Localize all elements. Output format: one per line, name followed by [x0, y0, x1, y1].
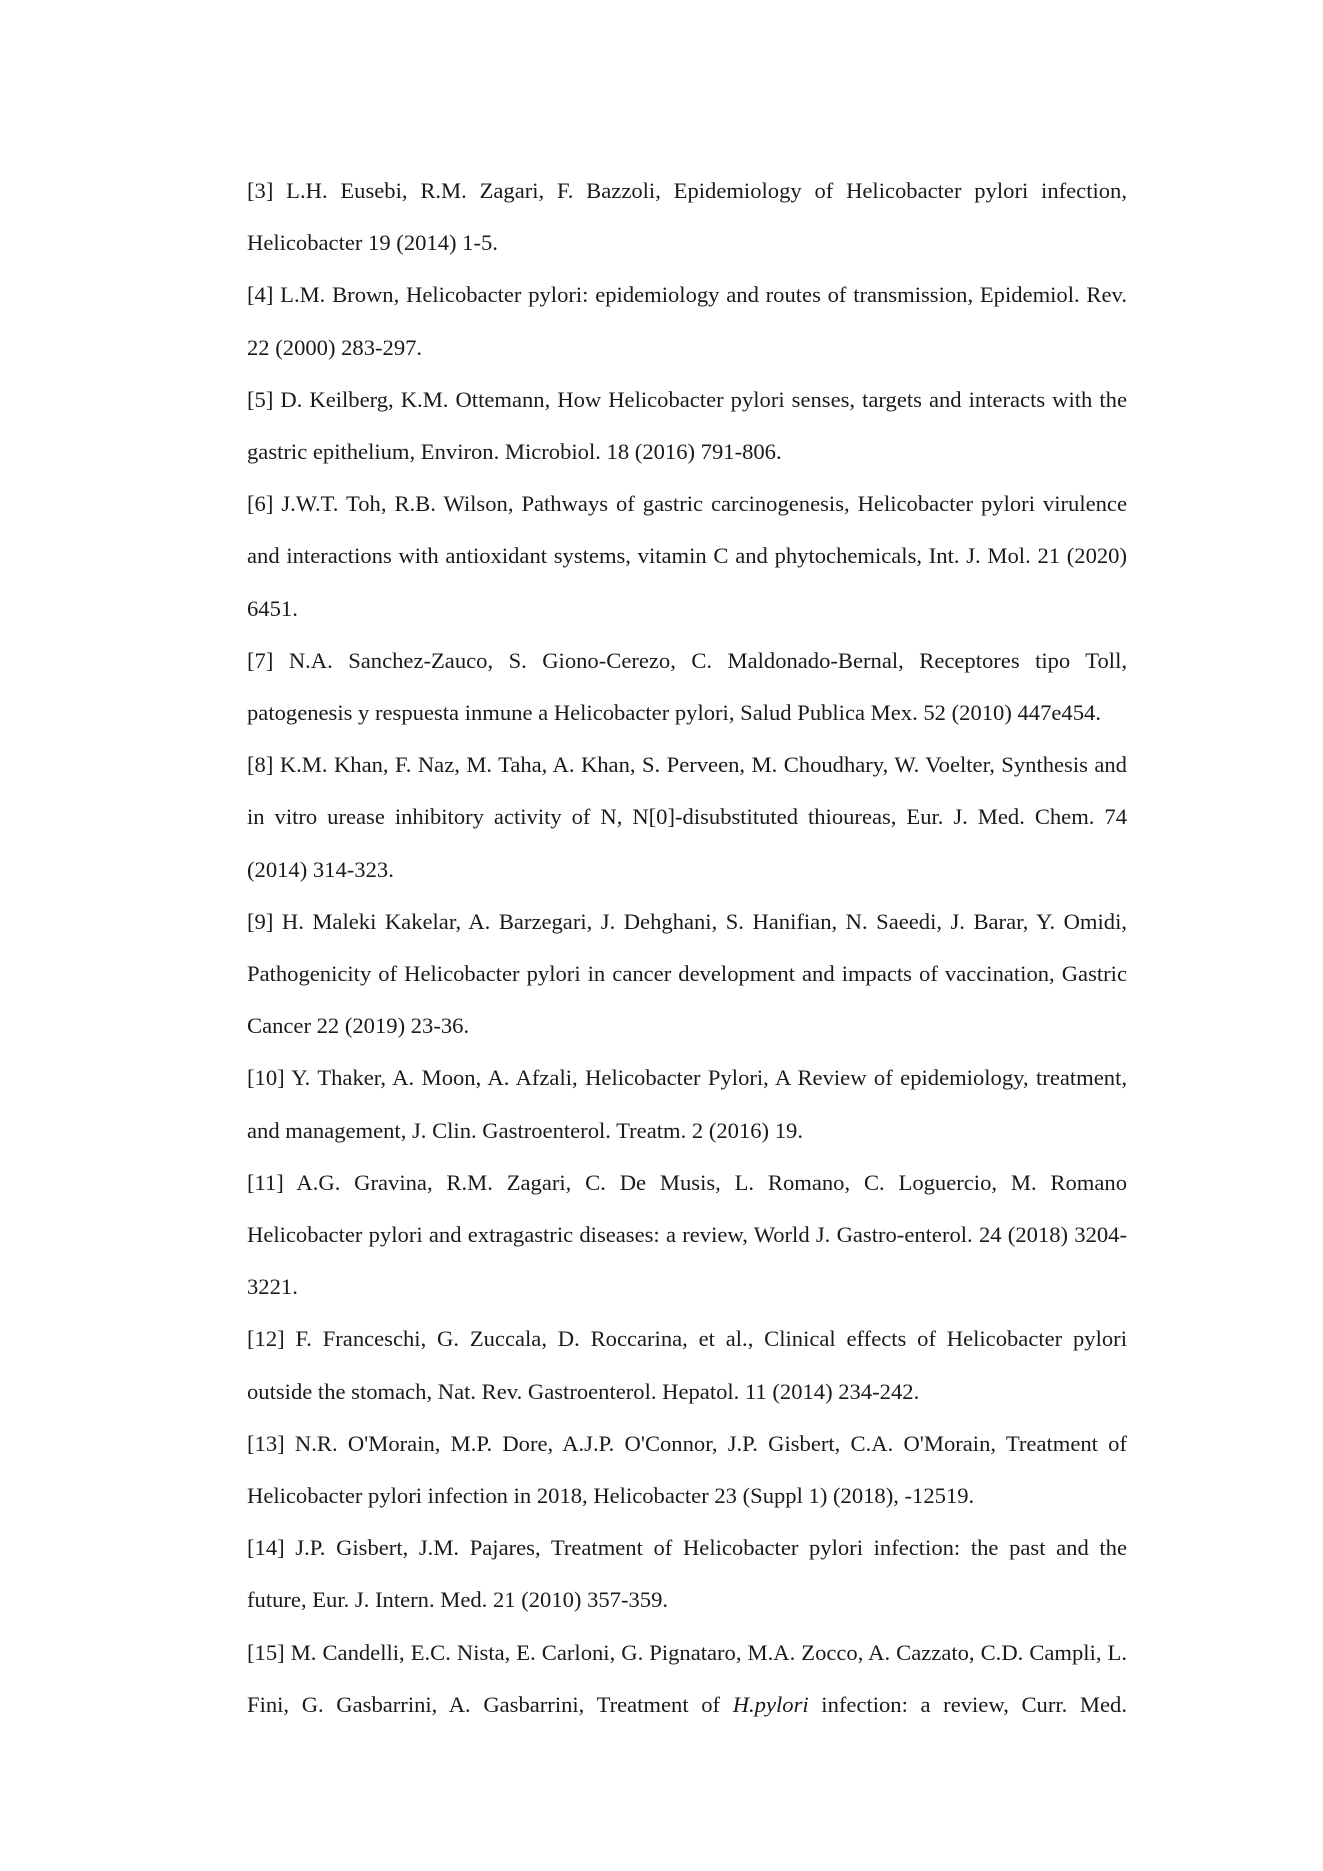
reference-text: J.P. Gisbert, J.M. Pajares, Treatment of Helicobacter pylori infection: the past and the future, Eur. J. Intern. Med. 21 (2010) 357-359.: [247, 1535, 1127, 1613]
reference-text: L.M. Brown, Helicobacter pylori: epidemiology and routes of transmission, Epidemiol. Rev. 22 (2000) 283-297.: [247, 282, 1127, 360]
reference-text: M. Candelli, E.C. Nista, E. Carloni, G. Pignataro, M.A. Zocco, A. Cazzato, C.D. Campli, L. Fini, G. Gasbarrini, A. Gasbarrini, Treatment of: [247, 1639, 1127, 1717]
reference-label: [6]: [247, 491, 274, 517]
reference-item: [247, 1522, 1127, 1626]
reference-text: L.H. Eusebi, R.M. Zagari, F. Bazzoli, Epidemiology of Helicobacter pylori infection, Helicobacter 19 (2014) 1-5.: [247, 178, 1128, 256]
reference-label: [12]: [247, 1326, 285, 1352]
reference-item: [247, 478, 1127, 635]
reference-text: A.G. Gravina, R.M. Zagari, C. De Musis, L. Romano, C. Loguercio, M. Romano Helicobacter pylori and extragastric diseases: a review, World J. Gastro-enterol. 24 (2018) 3204-3221.: [247, 1169, 1127, 1300]
reference-label: [3]: [247, 178, 274, 203]
reference-label: [14]: [247, 1535, 285, 1561]
reference-label: [4]: [247, 282, 274, 308]
reference-text: J.W.T. Toh, R.B. Wilson, Pathways of gastric carcinogenesis, Helicobacter pylori virulence and interactions with antioxidant systems, vitamin C and phytochemicals, Int. J. Mol. 21 (2020) 6451.: [247, 491, 1127, 621]
reference-label: [5]: [247, 386, 274, 412]
reference-label: [7]: [247, 647, 274, 673]
reference-item: [247, 635, 1127, 739]
reference-text: H. Maleki Kakelar, A. Barzegari, J. Dehghani, S. Hanifian, N. Saeedi, J. Barar, Y. Omidi, Pathogenicity of Helicobacter pylori in cancer development and impacts of vaccination, Gastric Cancer 22 (2019) 23-36.: [247, 908, 1127, 1039]
reference-label: [11]: [247, 1169, 284, 1195]
reference-text: D. Keilberg, K.M. Ottemann, How Helicobacter pylori senses, targets and interacts with the gastric epithelium, Environ. Microbiol. 18 (2016) 791-806.: [247, 386, 1127, 465]
reference-item: [247, 165, 1127, 269]
reference-item: [247, 1627, 1127, 1731]
reference-item: [247, 1418, 1127, 1522]
reference-label: [13]: [247, 1430, 285, 1456]
reference-item: [247, 374, 1127, 478]
reference-label: [10]: [247, 1065, 285, 1091]
reference-text: N.A. Sanchez-Zauco, S. Giono-Cerezo, C. Maldonado-Bernal, Receptores tipo Toll, patogenesis y respuesta inmune a Helicobacter pylori, Salud Publica Mex. 52 (2010) 447e454.: [247, 647, 1128, 726]
reference-italic-text: H.pylori: [732, 1691, 809, 1717]
reference-item: [247, 269, 1127, 373]
reference-label: [9]: [247, 908, 274, 934]
reference-item: [247, 896, 1127, 1053]
reference-text: F. Franceschi, G. Zuccala, D. Roccarina, et al., Clinical effects of Helicobacter pylori outside the stomach, Nat. Rev. Gastroenterol. Hepatol. 11 (2014) 234-242.: [247, 1326, 1127, 1404]
reference-item: [247, 739, 1127, 896]
reference-text: infection: a review, Curr. Med.: [808, 1691, 1127, 1717]
reference-text: K.M. Khan, F. Naz, M. Taha, A. Khan, S. Perveen, M. Choudhary, W. Voelter, Synthesis and in vitro urease inhibitory activity of N, N[0]-disubstituted thioureas, Eur. J. Med. Chem. 74 (2014) 314-323.: [247, 752, 1127, 882]
reference-text: Y. Thaker, A. Moon, A. Afzali, Helicobacter Pylori, A Review of epidemiology, treatment, and management, J. Clin. Gastroenterol. Treatm. 2 (2016) 19.: [247, 1065, 1127, 1143]
reference-label: [15]: [247, 1639, 285, 1665]
reference-item: [247, 1052, 1127, 1156]
reference-item: [247, 1313, 1127, 1417]
reference-label: [8]: [247, 752, 274, 778]
reference-item: [247, 1157, 1127, 1314]
reference-text: N.R. O'Morain, M.P. Dore, A.J.P. O'Connor, J.P. Gisbert, C.A. O'Morain, Treatment of Helicobacter pylori infection in 2018, Helicobacter 23 (Suppl 1) (2018), -12519.: [247, 1430, 1127, 1509]
reference-list: [247, 165, 1127, 1731]
